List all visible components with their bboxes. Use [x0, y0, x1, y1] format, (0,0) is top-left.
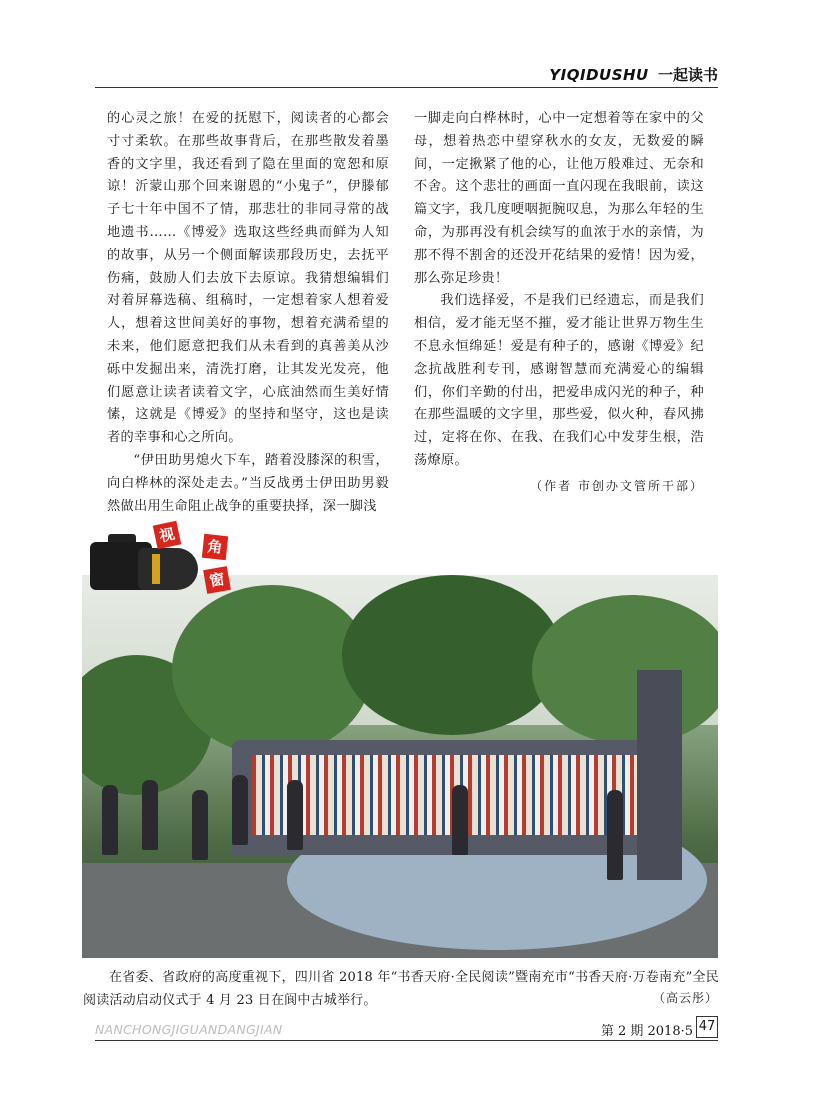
left-paragraph-1: 的心灵之旅！在爱的抚慰下，阅读者的心都会寸寸柔软。在那些故事背后，在那些散发着墨香的文字里，我还看到了隐在里面的宽恕和原谅！沂蒙山那个回来谢恩的“小鬼子”，伊滕郁子七十年中国不了情，那悲壮的非同寻常的战地遗书……《博爱》选取这些经典而鲜为人知的故事，从另一个侧面解读那段历史，去抚平伤痛，鼓励人们去放下去原谅。我猜想编辑们对着屏幕选稿、组稿时，一定想着家人想着爱人，想着这世间美好的事物，想着充满希望的未来，他们愿意把我们从未看到的真善美从沙砾中发掘出来，清洗打磨，让其发光发亮，他们愿意让读者读着文字，心底油然而生美好情愫，这就是《博爱》的坚持和坚守，这也是读者的幸事和心之所向。	[107, 111, 389, 446]
left-column	[107, 108, 389, 518]
journal-name: NANCHONGJIGUANDANGJIAN	[95, 1022, 283, 1037]
photo-pillar	[637, 670, 682, 880]
header-rule	[95, 87, 718, 88]
photo-person	[287, 780, 303, 850]
badge-char-2: 角	[202, 534, 228, 560]
right-paragraph-2: 我们选择爱，不是我们已经遗忘，而是我们相信，爱才能无坚不摧，爱才能让世界万物生生不息永恒绵延！爱是有种子的，感谢《博爱》纪念抗战胜利专刊，感谢智慧而充满爱心的编辑们，你们辛勤的付出，把爱串成闪光的种子，种在那些温暖的文字里，那些爱，似火种，春风拂过，定将在你、在我、在我们心中发芽生根，浩荡燎原。	[414, 293, 704, 468]
photo-tree	[172, 585, 372, 755]
badge-char-3: 窗	[203, 566, 231, 594]
right-paragraph-1: 一脚走向白桦林时，心中一定想着等在家中的父母，想着热恋中望穿秋水的女友，无数爱的瞬间，一定揪紧了他的心，让他万般难过、无奈和不舍。这个悲壮的画面一直闪现在我眼前，读这篇文字，我几度哽咽扼腕叹息，为那么年轻的生命，为那再没有机会续写的血浓于水的亲情，为那不得不割舍的还没开花结果的爱情！因为爱，那么弥足珍贵！	[414, 111, 704, 286]
photo-person	[232, 775, 248, 845]
page-number: 47	[696, 1016, 718, 1038]
photo-tree	[342, 575, 562, 735]
viewpoint-window-badge	[85, 520, 245, 610]
photo-person	[102, 785, 118, 855]
photographer-credit: （高云彤）	[652, 991, 718, 1005]
photo-person	[192, 790, 208, 860]
section-title-en: YIQIDUSHU	[549, 66, 649, 84]
badge-char-1: 视	[153, 521, 181, 549]
photo-person	[452, 785, 468, 855]
caption-text: 在省委、省政府的高度重视下，四川省 2018 年“书香天府·全民阅读”暨南充市“书香天府·万卷南充”全民阅读活动启动仪式于 4 月 23 日在阆中古城举行。	[83, 970, 719, 1008]
section-title-cn: 一起读书	[657, 66, 718, 84]
camera-icon	[90, 532, 200, 602]
right-column	[414, 108, 704, 498]
photo-caption	[83, 966, 719, 1012]
left-paragraph-2: “伊田助男熄火下车，踏着没膝深的积雪，向白桦林的深处走去。”当反战勇士伊田助男毅然做出用生命阻止战争的重要抉择，深一脚浅	[107, 452, 389, 514]
section-header	[549, 64, 718, 85]
author-credit: （作者 市创办文管所干部）	[530, 478, 704, 493]
event-photo	[82, 575, 718, 958]
footer-rule	[95, 1040, 718, 1041]
issue-info: 第 2 期 2018·5	[600, 1024, 693, 1039]
photo-tree	[532, 595, 718, 745]
photo-person	[142, 780, 158, 850]
photo-person	[607, 790, 623, 880]
photo-bookshelf	[252, 755, 637, 835]
